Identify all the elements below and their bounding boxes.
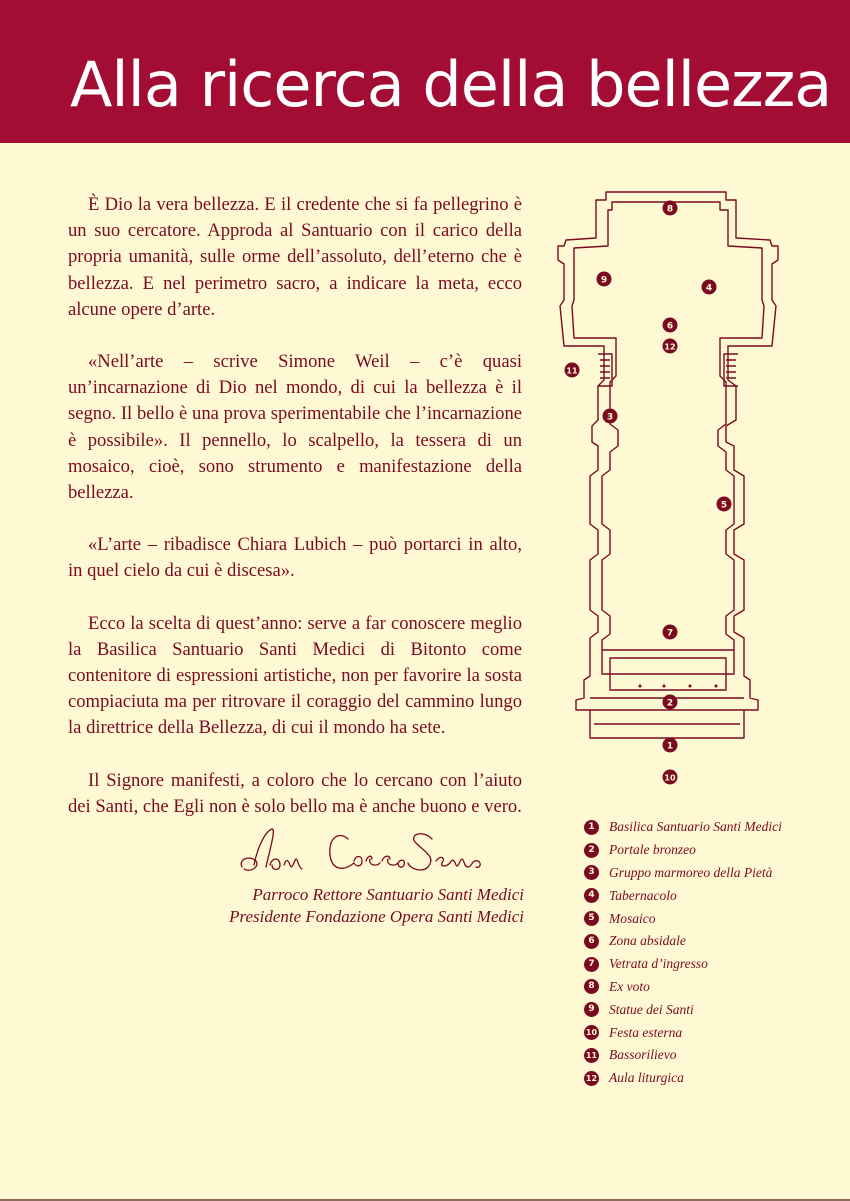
legend-number: 11 xyxy=(584,1048,599,1063)
legend-number: 10 xyxy=(584,1025,599,1040)
paragraph-3: «L’arte – ribadisce Chiara Lubich – può portarci in alto, in quel cielo da cui è discesa». xyxy=(68,534,522,582)
legend-item xyxy=(584,839,834,862)
legend-label: Mosaico xyxy=(609,910,656,926)
legend-label: Gruppo marmoreo della Pietà xyxy=(609,864,773,880)
legend-label: Portale bronzeo xyxy=(609,842,696,858)
svg-text:3: 3 xyxy=(606,412,614,423)
legend-label: Tabernacolo xyxy=(609,887,677,903)
handwritten-signature xyxy=(236,825,496,885)
plan-marker-6 xyxy=(663,318,678,333)
plan-marker-7 xyxy=(663,625,678,640)
legend-label: Vetrata d’ingresso xyxy=(609,956,708,972)
legend-number: 8 xyxy=(584,979,599,994)
legend-label: Ex voto xyxy=(609,978,650,994)
svg-text:11: 11 xyxy=(566,366,578,376)
legend-item xyxy=(584,953,834,976)
legend-label: Statue dei Santi xyxy=(609,1001,694,1017)
svg-text:10: 10 xyxy=(664,773,676,783)
legend-item xyxy=(584,862,834,885)
legend-item xyxy=(584,976,834,999)
legend-number: 1 xyxy=(584,820,599,835)
svg-text:6: 6 xyxy=(666,321,674,332)
legend-item xyxy=(584,930,834,953)
church-floor-plan xyxy=(550,180,800,800)
page-title: Alla ricerca della bellezza xyxy=(70,48,832,121)
plan-marker-12 xyxy=(663,339,678,354)
plan-marker-8 xyxy=(663,201,678,216)
signature-role-1: Parroco Rettore Santuario Santi Medici xyxy=(252,885,524,904)
legend-number: 12 xyxy=(584,1071,599,1086)
plan-legend xyxy=(584,816,834,1090)
svg-text:7: 7 xyxy=(666,628,674,639)
legend-number: 5 xyxy=(584,911,599,926)
svg-text:12: 12 xyxy=(664,342,676,352)
legend-item xyxy=(584,998,834,1021)
legend-number: 9 xyxy=(584,1002,599,1017)
legend-item xyxy=(584,884,834,907)
paragraph-5: Il Signore manifesti, a coloro che lo cercano con l’aiuto dei Santi, che Egli non è solo bello ma è anche buono e vero. xyxy=(68,769,522,817)
legend-number: 3 xyxy=(584,865,599,880)
svg-text:2: 2 xyxy=(666,698,674,709)
legend-label: Zona absidale xyxy=(609,933,686,949)
legend-label: Bassorilievo xyxy=(609,1047,677,1063)
legend-item xyxy=(584,1067,834,1090)
legend-label: Festa esterna xyxy=(609,1024,683,1040)
legend-item xyxy=(584,907,834,930)
svg-text:4: 4 xyxy=(705,283,713,294)
legend-item xyxy=(584,1021,834,1044)
svg-text:5: 5 xyxy=(720,500,728,511)
plan-marker-2 xyxy=(663,695,678,710)
legend-number: 6 xyxy=(584,934,599,949)
plan-marker-5 xyxy=(717,497,732,512)
plan-marker-1 xyxy=(663,738,678,753)
svg-text:8: 8 xyxy=(666,204,674,215)
legend-number: 2 xyxy=(584,843,599,858)
plan-marker-9 xyxy=(597,272,612,287)
legend-number: 4 xyxy=(584,888,599,903)
body-text xyxy=(68,192,522,846)
paragraph-1: È Dio la vera bellezza. E il credente che si fa pellegrino è un suo cercatore. Approda al Santuario con il carico della propria umanità, sulle orme dell’assoluto, dell’eterno che è bellezza. E nel perimetro sacro, a indicare la meta, ecco alcune opere d’arte. xyxy=(68,194,522,320)
signature-caption xyxy=(200,884,524,928)
signature-role-2: Presidente Fondazione Opera Santi Medici xyxy=(229,907,524,926)
plan-marker-10 xyxy=(663,770,678,785)
legend-label: Aula liturgica xyxy=(609,1070,684,1086)
paragraph-2: «Nell’arte – scrive Simone Weil – c’è quasi un’incarnazione di Dio nel mondo, di cui la bellezza è il segno. Il bello è una prova sperimentabile che l’incarnazione è possibile». Il pennello, lo scalpello, la tessera di un mosaico, cioè, sono strumento e manifestazione della bellezza. xyxy=(68,351,522,504)
paragraph-4: Ecco la scelta di quest’anno: serve a far conoscere meglio la Basilica Santuario Santi Medici di Bitonto come contenitore di espressioni artistiche, non per favorire la sosta compiaciuta ma per ritrovare il coraggio del cammino lungo la direttrice della Bellezza, di cui il mondo ha sete. xyxy=(68,612,522,739)
legend-label: Basilica Santuario Santi Medici xyxy=(609,819,782,835)
legend-item xyxy=(584,1044,834,1067)
legend-number: 7 xyxy=(584,957,599,972)
plan-marker-3 xyxy=(603,409,618,424)
page-header xyxy=(0,0,850,143)
plan-marker-4 xyxy=(702,280,717,295)
legend-item xyxy=(584,816,834,839)
svg-text:1: 1 xyxy=(666,741,674,752)
svg-text:9: 9 xyxy=(600,275,608,286)
plan-marker-11 xyxy=(565,363,580,378)
